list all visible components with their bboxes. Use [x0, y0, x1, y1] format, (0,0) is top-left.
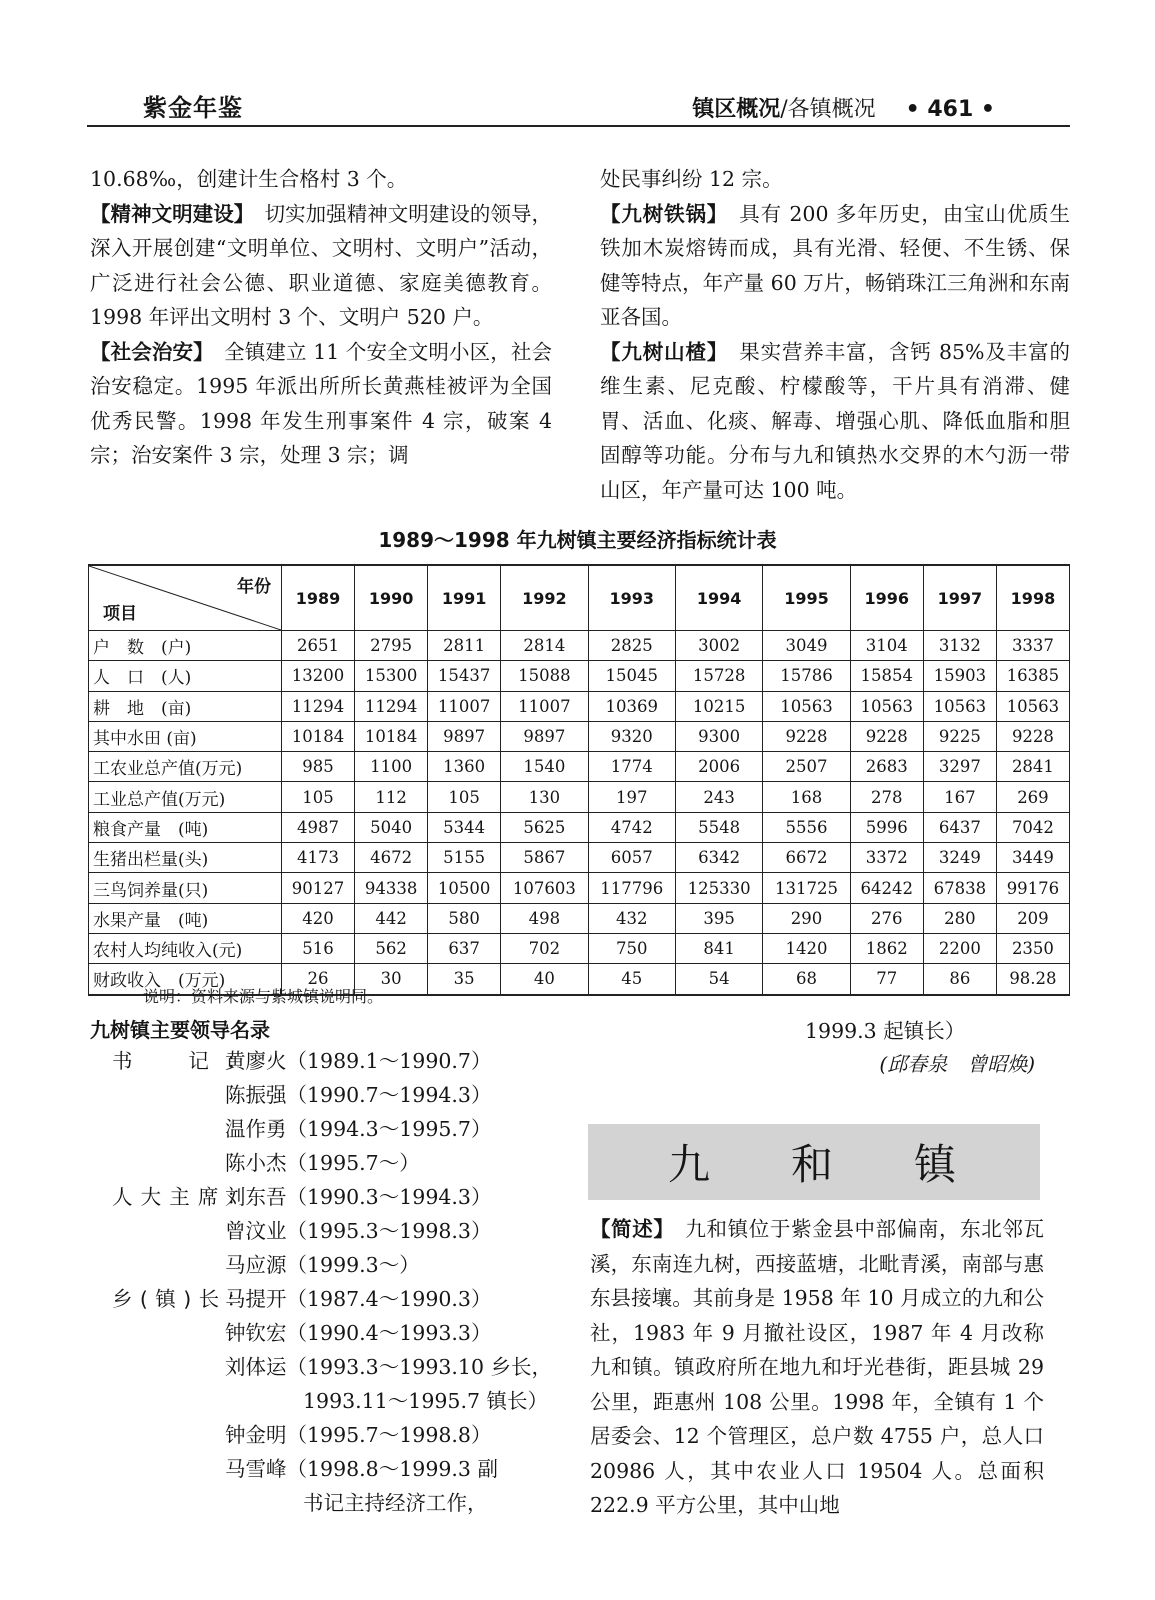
table-cell: 10563	[850, 691, 923, 721]
leader-entry: 曾汶业（1995.3～1998.3）	[225, 1219, 492, 1243]
table-cell: 67838	[923, 873, 996, 903]
section-tag: 【九树铁锅】	[600, 201, 718, 226]
table-cell: 3449	[996, 843, 1069, 873]
row-label: 财政收入 (万元)	[89, 964, 282, 995]
leader-role: 人大主席：	[112, 1185, 247, 1209]
table-cell: 5040	[355, 812, 428, 842]
table-cell: 35	[428, 964, 501, 995]
table-header-row	[89, 565, 1070, 631]
year-header: 1990	[355, 565, 428, 631]
leader-entry: 陈振强（1990.7～1994.3）	[225, 1083, 492, 1107]
table-cell: 2841	[996, 752, 1069, 782]
leader-role: 书 记：	[112, 1049, 247, 1073]
table-cell: 1862	[850, 933, 923, 963]
authors: (邱春泉 曾昭焕)	[879, 1052, 1035, 1076]
table-cell: 10369	[588, 691, 675, 721]
table-cell: 54	[675, 964, 762, 995]
year-header: 1993	[588, 565, 675, 631]
table-cell: 4742	[588, 812, 675, 842]
table-cell: 11294	[282, 691, 355, 721]
leader-entry: 刘东吾（1990.3～1994.3）	[225, 1185, 492, 1209]
running-header	[692, 92, 995, 123]
table-cell: 9300	[675, 721, 762, 751]
table-cell: 7042	[996, 812, 1069, 842]
table-cell: 269	[996, 782, 1069, 812]
table-cell: 9228	[850, 721, 923, 751]
table-corner-header	[89, 565, 282, 631]
banner-char: 九	[668, 1140, 711, 1189]
table-cell: 9228	[996, 721, 1069, 751]
table-row	[89, 782, 1070, 812]
section-tag: 【九树山楂】	[600, 339, 718, 364]
table-title: 1989～1998 年九树镇主要经济指标统计表	[378, 528, 777, 552]
paragraph	[90, 335, 552, 473]
table-cell: 516	[282, 933, 355, 963]
table-cell: 580	[428, 903, 501, 933]
table-cell: 442	[355, 903, 428, 933]
leaders-continued: 1999.3 起镇长）	[805, 1019, 966, 1043]
table-cell: 2795	[355, 631, 428, 661]
table-cell: 4987	[282, 812, 355, 842]
leader-entry: 1993.11～1995.7 镇长）	[303, 1389, 549, 1413]
table-note: 说明：资料来源与紫城镇说明同。	[143, 987, 384, 1006]
year-header: 1995	[763, 565, 850, 631]
table-cell: 105	[282, 782, 355, 812]
table-cell: 432	[588, 903, 675, 933]
paragraph-text: 具有 200 多年历史，由宝山优质生铁加木炭熔铸而成，具有光滑、轻便、不生锈、保健等特点，年产量 60 万片，畅销珠江三角洲和东南亚各国。	[600, 201, 1070, 329]
table-cell: 6057	[588, 843, 675, 873]
table-cell: 750	[588, 933, 675, 963]
table-cell: 10563	[923, 691, 996, 721]
table-cell: 2811	[428, 631, 501, 661]
row-label: 三鸟饲养量(只)	[89, 873, 282, 903]
table-row	[89, 843, 1070, 873]
corner-year-label: 年份	[237, 577, 271, 597]
leader-row	[90, 1486, 570, 1520]
table-cell: 2683	[850, 752, 923, 782]
table-cell: 3297	[923, 752, 996, 782]
table-cell: 9897	[428, 721, 501, 751]
paragraph	[600, 197, 1070, 335]
table-cell: 3049	[763, 631, 850, 661]
year-header: 1997	[923, 565, 996, 631]
table-cell: 64242	[850, 873, 923, 903]
table-row	[89, 752, 1070, 782]
row-label: 生猪出栏量(头)	[89, 843, 282, 873]
paragraph-text: 果实营养丰富，含钙 85%及丰富的维生素、尼克酸、柠檬酸等，干片具有消滞、健胃、活血、化痰、解毒、增强心肌、降低血脂和胆固醇等功能。分布与九和镇热水交界的木勺沥一带山区，年产量可达 100 吨。	[600, 339, 1070, 502]
table-cell: 10563	[763, 691, 850, 721]
row-label: 粮食产量 (吨)	[89, 812, 282, 842]
table-cell: 6342	[675, 843, 762, 873]
leader-row	[90, 1452, 570, 1486]
year-header: 1994	[675, 565, 762, 631]
leader-entry: 钟金明（1995.7～1998.8）	[225, 1423, 492, 1447]
section-tag: 【精神文明建设】	[90, 201, 245, 226]
leader-row	[90, 1078, 570, 1112]
economic-indicators-table	[88, 564, 1070, 996]
table-cell: 5344	[428, 812, 501, 842]
table-cell: 45	[588, 964, 675, 995]
table-cell: 10500	[428, 873, 501, 903]
table-cell: 3249	[923, 843, 996, 873]
table-cell: 290	[763, 903, 850, 933]
table-cell: 498	[501, 903, 588, 933]
paragraph-text: 全镇建立 11 个安全文明小区，社会治安稳定。1995 年派出所所长黄燕桂被评为全国优秀民警。1998 年发生刑事案件 4 宗，破案 4 宗；治安案件 3 宗，处理 3 宗；调	[90, 339, 552, 467]
row-label: 人 口 (人)	[89, 661, 282, 691]
paragraph	[90, 197, 552, 335]
table-cell: 11294	[355, 691, 428, 721]
leader-row	[90, 1248, 570, 1282]
paragraph: 处民事纠纷 12 宗。	[600, 167, 783, 191]
table-cell: 15437	[428, 661, 501, 691]
year-header: 1989	[282, 565, 355, 631]
table-cell: 1540	[501, 752, 588, 782]
table-cell: 1774	[588, 752, 675, 782]
table-cell: 5556	[763, 812, 850, 842]
table-cell: 26	[282, 964, 355, 995]
paragraph	[590, 1212, 1044, 1523]
table-cell: 168	[763, 782, 850, 812]
table-row	[89, 661, 1070, 691]
section-title: 镇区概况	[692, 97, 781, 122]
table-cell: 5548	[675, 812, 762, 842]
section-tag: 【简述】	[590, 1217, 665, 1241]
leader-row	[90, 1112, 570, 1146]
table-cell: 131725	[763, 873, 850, 903]
leader-entry: 马雪峰（1998.8～1999.3 副	[225, 1457, 498, 1481]
table-cell: 278	[850, 782, 923, 812]
table-cell: 90127	[282, 873, 355, 903]
subsection-title: /各镇概况	[780, 97, 876, 122]
table-cell: 112	[355, 782, 428, 812]
year-header: 1991	[428, 565, 501, 631]
table-cell: 1100	[355, 752, 428, 782]
table-cell: 15045	[588, 661, 675, 691]
table-row	[89, 812, 1070, 842]
text-column-left	[90, 162, 552, 473]
table-row	[89, 903, 1070, 933]
table-row	[89, 873, 1070, 903]
year-header: 1998	[996, 565, 1069, 631]
table-cell: 2814	[501, 631, 588, 661]
table-cell: 30	[355, 964, 428, 995]
table-cell: 15088	[501, 661, 588, 691]
table-cell: 130	[501, 782, 588, 812]
table-cell: 5155	[428, 843, 501, 873]
table-body	[89, 631, 1070, 995]
paragraph	[600, 335, 1070, 508]
banner-char: 和	[791, 1140, 834, 1189]
table-row	[89, 933, 1070, 963]
yearbook-title: 紫金年鉴	[143, 94, 243, 122]
header-rule	[87, 125, 1070, 127]
table-cell: 280	[923, 903, 996, 933]
section-tag: 【社会治安】	[90, 339, 204, 364]
table-cell: 77	[850, 964, 923, 995]
paragraph-text: 九和镇位于紫金县中部偏南，东北邻瓦溪，东南连九树，西接蓝塘，北毗青溪，南部与惠东县接壤。其前身是 1958 年 10 月成立的九和公社，1983 年 9 月撤社设区，1987 年 4 月改称九和镇。镇政府所在地九和圩光巷街，距县城 29 公里，距惠州 108 公里。1998 年，全镇有 1 个居委会、12 个管理区，总户数 4755 户，总人口 20986 人，其中农业人口 19504 人。总面积 222.9 平方公里，其中山地	[590, 1217, 1045, 1517]
leader-row	[90, 1180, 570, 1214]
paragraph: 10.68‰，创建计生合格村 3 个。	[90, 167, 408, 191]
leader-row	[90, 1214, 570, 1248]
table-cell: 10184	[282, 721, 355, 751]
row-label: 其中水田 (亩)	[89, 721, 282, 751]
leader-entry: 黄廖火（1989.1～1990.7）	[225, 1049, 492, 1073]
table-cell: 16385	[996, 661, 1069, 691]
table-cell: 2507	[763, 752, 850, 782]
page-number: • 461 •	[905, 97, 995, 122]
table-cell: 10563	[996, 691, 1069, 721]
table-cell: 1420	[763, 933, 850, 963]
table-cell: 2350	[996, 933, 1069, 963]
paragraph-text: 切实加强精神文明建设的领导，深入开展创建“文明单位、文明村、文明户”活动，广泛进行社会公德、职业道德、家庭美德教育。1998 年评出文明村 3 个、文明户 520 户。	[90, 201, 553, 329]
row-label: 农村人均纯收入(元)	[89, 933, 282, 963]
table-cell: 243	[675, 782, 762, 812]
table-cell: 9320	[588, 721, 675, 751]
table-cell: 4173	[282, 843, 355, 873]
leader-entry: 钟钦宏（1990.4～1993.3）	[225, 1321, 492, 1345]
table-cell: 117796	[588, 873, 675, 903]
table-cell: 4672	[355, 843, 428, 873]
table-cell: 209	[996, 903, 1069, 933]
year-header: 1996	[850, 565, 923, 631]
row-label: 水果产量 (吨)	[89, 903, 282, 933]
row-label: 工农业总产值(万元)	[89, 752, 282, 782]
leader-row	[90, 1044, 570, 1078]
leaders-title: 九树镇主要领导名录	[90, 1018, 270, 1042]
table-cell: 420	[282, 903, 355, 933]
row-label: 户 数 (户)	[89, 631, 282, 661]
leader-entry: 陈小杰（1995.7～）	[225, 1151, 420, 1175]
table-cell: 94338	[355, 873, 428, 903]
row-label: 工业总产值(万元)	[89, 782, 282, 812]
year-header: 1992	[501, 565, 588, 631]
corner-item-label: 项目	[103, 604, 137, 624]
table-cell: 125330	[675, 873, 762, 903]
table-cell: 99176	[996, 873, 1069, 903]
table-cell: 2651	[282, 631, 355, 661]
table-cell: 2825	[588, 631, 675, 661]
table-cell: 395	[675, 903, 762, 933]
table-cell: 3002	[675, 631, 762, 661]
table-cell: 5625	[501, 812, 588, 842]
table-cell: 702	[501, 933, 588, 963]
table-cell: 3337	[996, 631, 1069, 661]
table-cell: 3372	[850, 843, 923, 873]
table-cell: 3104	[850, 631, 923, 661]
leader-row	[90, 1384, 570, 1418]
leader-entry: 马提开（1987.4～1990.3）	[225, 1287, 492, 1311]
text-column-jiuhe	[590, 1212, 1044, 1523]
table-cell: 40	[501, 964, 588, 995]
table-cell: 9228	[763, 721, 850, 751]
table-cell: 15786	[763, 661, 850, 691]
table-cell: 15854	[850, 661, 923, 691]
table-cell: 2006	[675, 752, 762, 782]
table-cell: 107603	[501, 873, 588, 903]
table-cell: 13200	[282, 661, 355, 691]
leaders-list	[90, 1044, 570, 1520]
table-cell: 15903	[923, 661, 996, 691]
table-cell: 10184	[355, 721, 428, 751]
table-cell: 637	[428, 933, 501, 963]
leader-row	[90, 1418, 570, 1452]
leader-row	[90, 1146, 570, 1180]
leader-entry: 刘体运（1993.3～1993.10 乡长，	[225, 1355, 553, 1379]
banner-char: 镇	[914, 1140, 957, 1189]
table-cell: 197	[588, 782, 675, 812]
table-cell: 15728	[675, 661, 762, 691]
table-cell: 562	[355, 933, 428, 963]
leader-entry: 书记主持经济工作，	[303, 1491, 488, 1515]
table-row	[89, 631, 1070, 661]
table-cell: 5867	[501, 843, 588, 873]
table-cell: 2200	[923, 933, 996, 963]
table-cell: 985	[282, 752, 355, 782]
table-cell: 10215	[675, 691, 762, 721]
table-row	[89, 691, 1070, 721]
table-row	[89, 721, 1070, 751]
table-cell: 86	[923, 964, 996, 995]
table-cell: 11007	[428, 691, 501, 721]
table-cell: 68	[763, 964, 850, 995]
leader-entry: 马应源（1999.3～）	[225, 1253, 420, 1277]
table-cell: 1360	[428, 752, 501, 782]
table-cell: 5996	[850, 812, 923, 842]
leader-row	[90, 1282, 570, 1316]
leader-entry: 温作勇（1994.3～1995.7）	[225, 1117, 492, 1141]
table-cell: 841	[675, 933, 762, 963]
table-cell: 15300	[355, 661, 428, 691]
table-cell: 9225	[923, 721, 996, 751]
table-cell: 3132	[923, 631, 996, 661]
table-cell: 6672	[763, 843, 850, 873]
table-cell: 167	[923, 782, 996, 812]
table-cell: 6437	[923, 812, 996, 842]
section-banner	[588, 1124, 1040, 1200]
leader-row	[90, 1350, 570, 1384]
row-label: 耕 地 (亩)	[89, 691, 282, 721]
table-cell: 98.28	[996, 964, 1069, 995]
leader-row	[90, 1316, 570, 1350]
table-cell: 276	[850, 903, 923, 933]
table-cell: 11007	[501, 691, 588, 721]
table-cell: 105	[428, 782, 501, 812]
leader-role: 乡(镇)长：	[112, 1287, 247, 1311]
text-column-right	[600, 162, 1070, 507]
table-cell: 9897	[501, 721, 588, 751]
